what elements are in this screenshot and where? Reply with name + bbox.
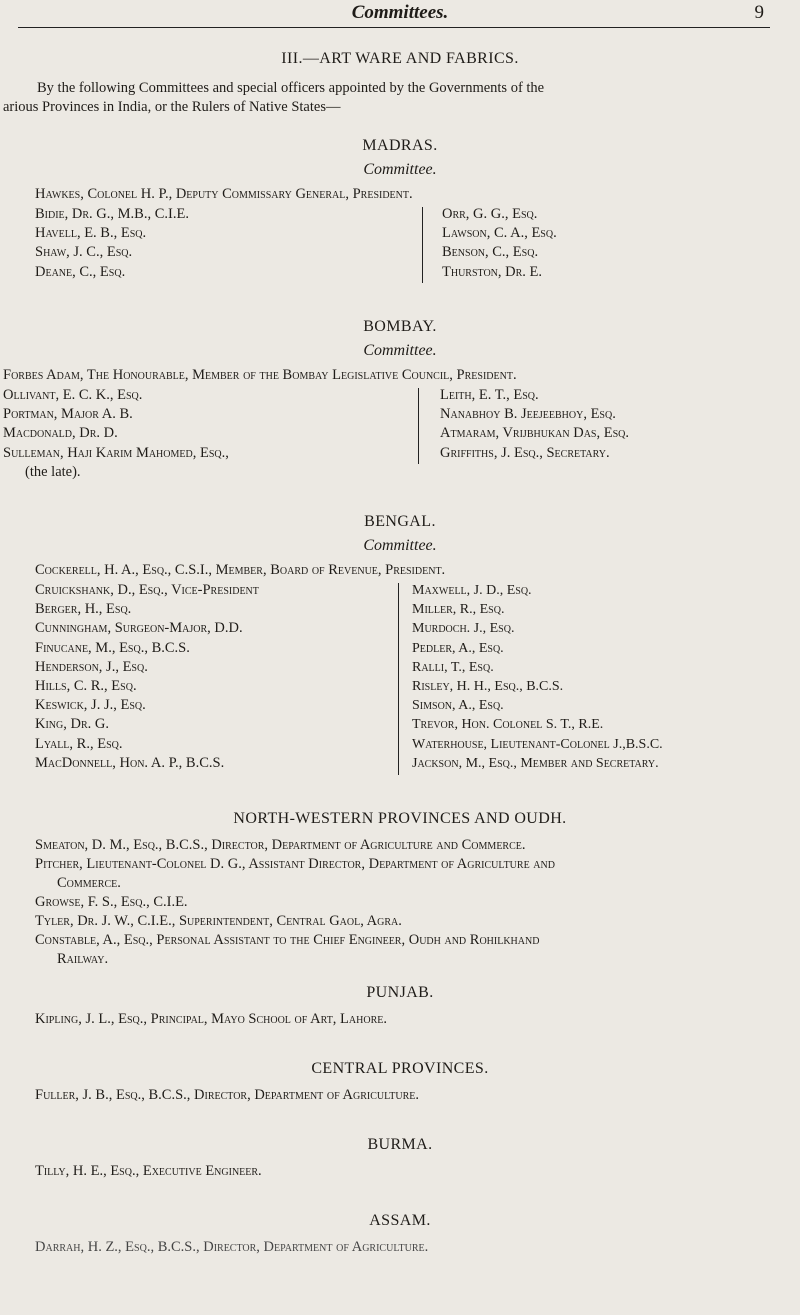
bombay-title: BOMBAY. <box>363 318 437 335</box>
member-name: Ralli, T., Esq. <box>412 659 494 675</box>
punjab-entry: Kipling, J. L., Esq., Principal, Mayo School of Art, Lahore. <box>35 1011 387 1027</box>
bengal-president: Cockerell, H. A., Esq., C.S.I., Member, Board of Revenue, President. <box>35 562 446 578</box>
bombay-left-column <box>3 386 229 482</box>
entry-line: Tyler, Dr. J. W., C.I.E., Superintendent, Central Gaol, Agra. <box>35 913 402 929</box>
member-name: Havell, E. B., Esq. <box>35 225 147 242</box>
madras-title: MADRAS. <box>362 137 438 154</box>
member-name: Deane, C., Esq. <box>35 263 126 280</box>
bombay-right-column <box>440 386 629 463</box>
member-name: Portman, Major A. B. <box>3 406 133 423</box>
madras-left-column <box>35 205 189 282</box>
member-name: Jackson, M., Esq., Member and Secretary. <box>412 755 659 771</box>
burma-title: BURMA. <box>367 1136 433 1153</box>
member-name: Risley, H. H., Esq., B.C.S. <box>412 679 564 695</box>
header-rule <box>18 27 770 28</box>
member-name: Simson, A., Esq. <box>412 698 504 714</box>
member-name: Leith, E. T., Esq. <box>440 387 539 403</box>
member-name: Lyall, R., Esq. <box>35 735 123 752</box>
burma-entry: Tilly, H. E., Esq., Executive Engineer. <box>35 1163 262 1179</box>
member-name: MacDonnell, Hon. A. P., B.C.S. <box>35 754 225 771</box>
member-name: Miller, R., Esq. <box>412 602 505 618</box>
nwp-entries <box>35 836 555 969</box>
section-title: III.—ART WARE AND FABRICS. <box>281 50 519 67</box>
nwp-title: NORTH-WESTERN PROVINCES AND OUDH. <box>233 810 567 827</box>
entry-line: Smeaton, D. M., Esq., B.C.S., Director, Department of Agriculture and Commerce. <box>35 837 526 853</box>
bengal-title: BENGAL. <box>364 513 436 530</box>
entry-line: Pitcher, Lieutenant-Colonel D. G., Assistant Director, Department of Agriculture and <box>35 856 555 872</box>
member-name: King, Dr. G. <box>35 716 109 733</box>
madras-right-column <box>442 205 557 282</box>
member-name: Thurston, Dr. E. <box>442 263 543 280</box>
member-name: Berger, H., Esq. <box>35 601 132 618</box>
bengal-subtitle: Committee. <box>363 537 437 554</box>
member-name: Benson, C., Esq. <box>442 244 539 261</box>
member-name: Griffiths, J. Esq., Secretary. <box>440 444 610 461</box>
column-divider <box>418 388 419 464</box>
member-name: Macdonald, Dr. D. <box>3 425 118 442</box>
madras-president: Hawkes, Colonel H. P., Deputy Commissary General, President. <box>35 186 413 202</box>
column-divider <box>398 583 399 775</box>
member-name: Pedler, A., Esq. <box>412 640 504 656</box>
page-number: 9 <box>754 2 764 23</box>
central-provinces-entry: Fuller, J. B., Esq., B.C.S., Director, Department of Agriculture. <box>35 1087 420 1103</box>
member-name: Trevor, Hon. Colonel S. T., R.E. <box>412 717 604 733</box>
bengal-right-column <box>412 581 663 773</box>
member-name: Waterhouse, Lieutenant-Colonel J.,B.S.C. <box>412 736 663 752</box>
member-name: Henderson, J., Esq. <box>35 658 148 675</box>
entry-line: Constable, A., Esq., Personal Assistant to the Chief Engineer, Oudh and Rohilkhand <box>35 932 540 948</box>
member-name: Cunningham, Surgeon-Major, D.D. <box>35 620 243 637</box>
assam-title: ASSAM. <box>369 1212 431 1229</box>
bengal-left-column <box>35 581 259 773</box>
member-name: Murdoch. J., Esq. <box>412 621 515 637</box>
member-name: Keswick, J. J., Esq. <box>35 697 146 714</box>
member-name: Finucane, M., Esq., B.C.S. <box>35 639 190 656</box>
punjab-title: PUNJAB. <box>366 984 434 1001</box>
intro-line-2: arious Provinces in India, or the Rulers of Native States— <box>3 99 341 115</box>
central-provinces-title: CENTRAL PROVINCES. <box>311 1060 489 1077</box>
member-name: Bidie, Dr. G., M.B., C.I.E. <box>35 206 189 222</box>
column-divider <box>422 207 423 283</box>
intro-line-1: By the following Committees and special officers appointed by the Governments of the <box>37 80 545 96</box>
member-name: Ollivant, E. C. K., Esq. <box>3 387 143 403</box>
bombay-president: Forbes Adam, The Honourable, Member of the Bombay Legislative Council, President. <box>3 367 517 383</box>
member-note: (the late). <box>25 463 81 480</box>
entry-line: Growse, F. S., Esq., C.I.E. <box>35 894 188 910</box>
entry-line: Railway. <box>57 951 109 967</box>
member-name: Hills, C. R., Esq. <box>35 678 137 695</box>
madras-subtitle: Committee. <box>363 161 437 178</box>
member-name: Lawson, C. A., Esq. <box>442 225 557 242</box>
member-name: Orr, G. G., Esq. <box>442 206 538 222</box>
assam-entry: Darrah, H. Z., Esq., B.C.S., Director, Department of Agriculture. <box>35 1239 429 1255</box>
member-name: Shaw, J. C., Esq. <box>35 244 133 261</box>
member-name: Cruickshank, D., Esq., Vice-President <box>35 582 259 598</box>
running-title: Committees. <box>351 2 449 23</box>
member-name: Nanabhoy B. Jeejeebhoy, Esq. <box>440 406 616 423</box>
member-name: Sulleman, Haji Karim Mahomed, Esq., <box>3 444 229 461</box>
entry-line: Commerce. <box>57 875 121 891</box>
member-name: Atmaram, Vrijbhukan Das, Esq. <box>440 425 630 442</box>
member-name: Maxwell, J. D., Esq. <box>412 583 532 598</box>
bombay-subtitle: Committee. <box>363 342 437 359</box>
